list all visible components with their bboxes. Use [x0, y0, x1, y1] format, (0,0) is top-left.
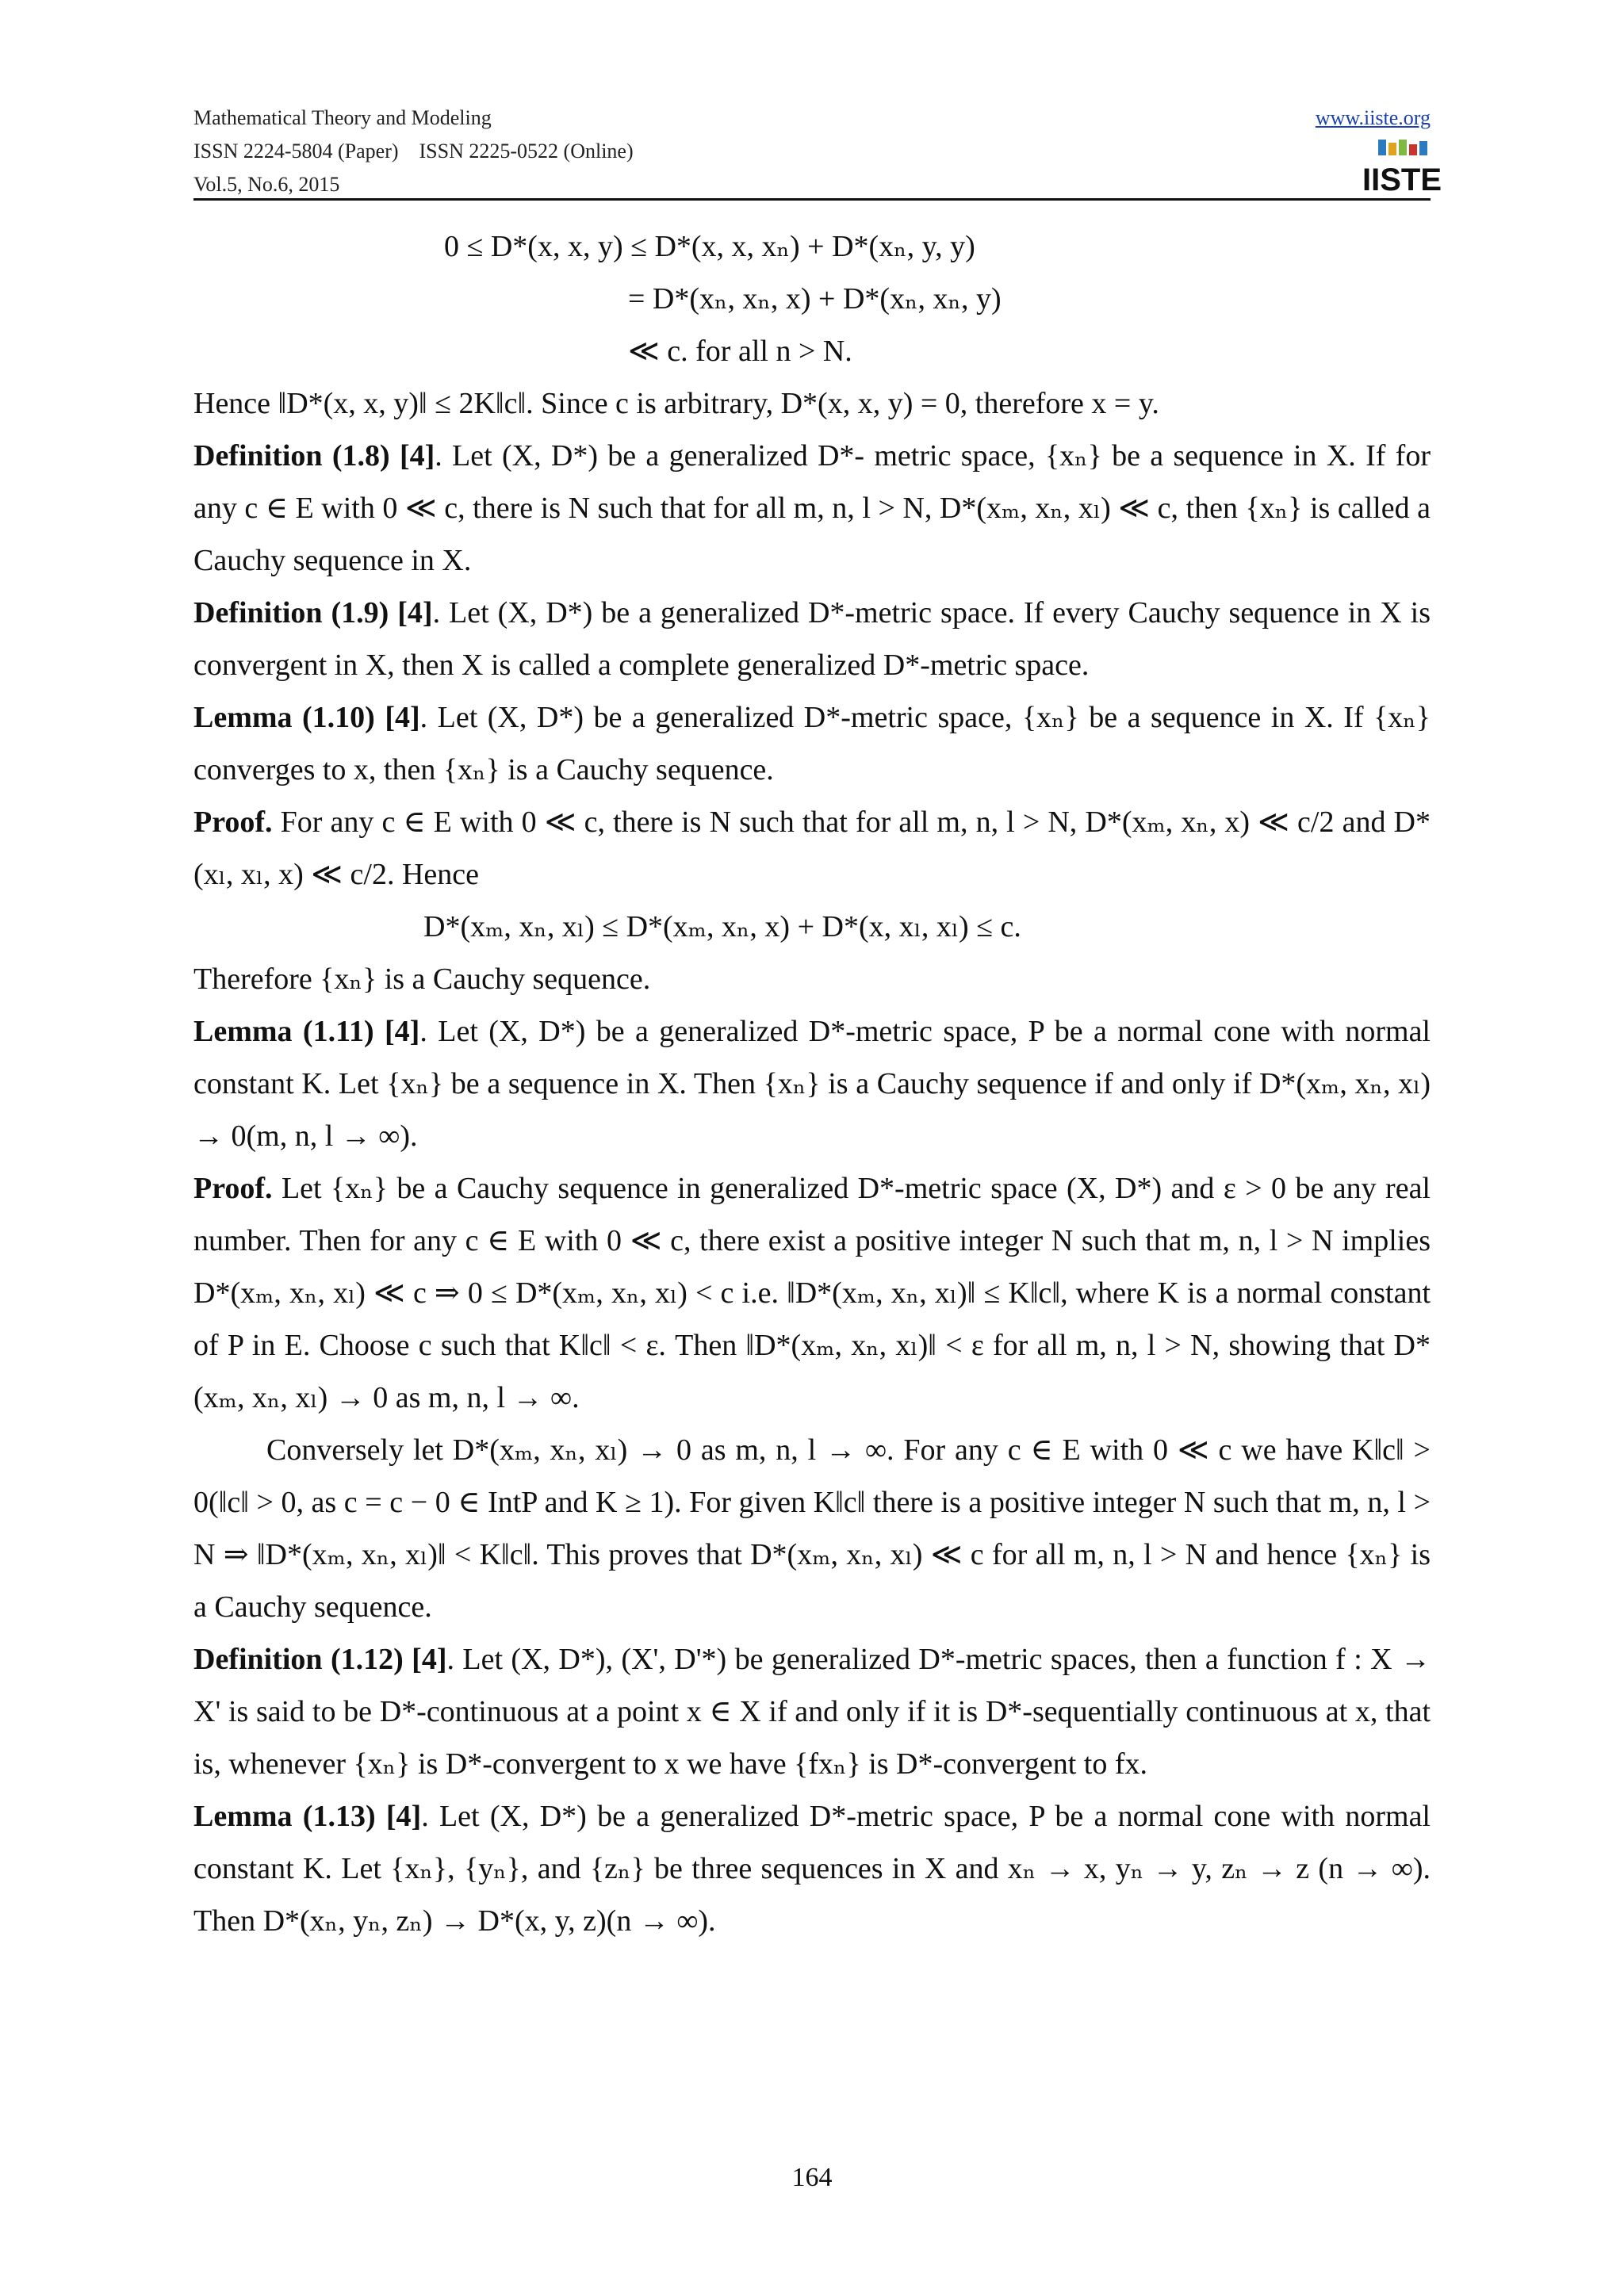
journal-title: Mathematical Theory and Modeling: [193, 106, 492, 129]
definition-1-12: [193, 1633, 1431, 1790]
text: Therefore {xₙ} is a Cauchy sequence.: [193, 962, 651, 996]
issn-line: ISSN 2224-5804 (Paper) ISSN 2225-0522 (Online): [193, 140, 634, 163]
svg-text:IISTE: IISTE: [1362, 163, 1442, 197]
equation-line: [193, 325, 1431, 377]
equation-line: [193, 901, 1431, 953]
text: . Let (X, D*) be a generalized D*-metric space. If every Cauchy sequence in X is convergent in X, then X is called a complete generalized D*-metric space.: [193, 596, 1431, 682]
text: . Let (X, D*), (X', D'*) be generalized D*-metric spaces, then a function f : X → X' is said to be D*-continuous at a point x ∈ X if and only if it is D*-sequentially continuous at x, that is, whenever {xₙ} is D*-convergent to x we have {fxₙ} is D*-convergent to fx.: [193, 1643, 1431, 1781]
definition-1-9: [193, 587, 1431, 691]
equation-line: [193, 220, 1431, 273]
page-number: 164: [791, 2163, 833, 2192]
page-body: [193, 220, 1431, 1947]
lemma-1-13: [193, 1790, 1431, 1947]
text: D*(xₘ, xₙ, xₗ) ≤ D*(xₘ, xₙ, x) + D*(x, xₗ, xₗ) ≤ c.: [423, 910, 1021, 943]
running-header: [193, 101, 1442, 201]
heading-label: Definition (1.12) [4]: [193, 1643, 447, 1676]
lemma-1-11: [193, 1005, 1431, 1162]
proof-1-10: [193, 796, 1431, 901]
text: . Let (X, D*) be a generalized D*-metric space, P be a normal cone with normal constant K. Let {xₙ}, {yₙ}, and {zₙ} be three sequences in X and xₙ → x, yₙ → y, zₙ → z (n → ∞). Then D*(xₙ, yₙ, zₙ) → D*(x, y, z)(n → ∞).: [193, 1800, 1431, 1938]
header-rule: [193, 198, 1431, 201]
text: Hence ‖D*(x, x, y)‖ ≤ 2K‖c‖. Since c is arbitrary, D*(x, x, y) = 0, therefore x = y.: [193, 387, 1159, 420]
heading-label: Lemma (1.13) [4]: [193, 1800, 422, 1833]
text: . Let (X, D*) be a generalized D*-metric space, P be a normal cone with normal constant K. Let {xₙ} be a sequence in X. Then {xₙ} is a Cauchy sequence if and only if D*(xₘ, xₙ, xₗ) → 0(m, n, l → ∞).: [193, 1015, 1431, 1153]
text: Let {xₙ} be a Cauchy sequence in generalized D*-metric space (X, D*) and ε > 0 be any real number. Then for any c ∈ E with 0 ≪ c, there exist a positive integer N such that m, n, l > N implies D*(xₘ, xₙ, xₗ) ≪ c ⇒ 0 ≤ D*(xₘ, xₙ, xₗ) < c i.e. ‖D*(xₘ, xₙ, xₗ)‖ ≤ K‖c‖, where K is a normal constant of P in E. Choose c such that K‖c‖ < ε. Then ‖D*(xₘ, xₙ, xₗ)‖ < ε for all m, n, l > N, showing that D*(xₘ, xₙ, xₗ) → 0 as m, n, l → ∞.: [193, 1172, 1431, 1414]
text: ≪ c. for all n > N.: [628, 335, 852, 368]
definition-1-8: [193, 430, 1431, 587]
volume-line: Vol.5, No.6, 2015: [193, 173, 340, 196]
equation-line: [193, 273, 1431, 325]
heading-label: Definition (1.8) [4]: [193, 439, 435, 473]
text: For any c ∈ E with 0 ≪ c, there is N such that for all m, n, l > N, D*(xₘ, xₙ, x) ≪ c/2 and D*(xₗ, xₗ, x) ≪ c/2. Hence: [193, 806, 1431, 891]
text: 0 ≤ D*(x, x, y) ≤ D*(x, x, xₙ) + D*(xₙ, y, y): [444, 230, 975, 263]
paragraph: [193, 1424, 1431, 1633]
text: . Let (X, D*) be a generalized D*-metric space, {xₙ} be a sequence in X. If {xₙ} converges to x, then {xₙ} is a Cauchy sequence.: [193, 701, 1431, 786]
text: Conversely let D*(xₘ, xₙ, xₗ) → 0 as m, n, l → ∞. For any c ∈ E with 0 ≪ c we have K‖c‖ > 0(‖c‖ > 0, as c = c − 0 ∈ IntP and K ≥ 1). For given K‖c‖ there is a positive integer N such that m, n, l > N ⇒ ‖D*(xₘ, xₙ, xₗ)‖ < K‖c‖. This proves that D*(xₘ, xₙ, xₗ) ≪ c for all m, n, l > N and hence {xₙ} is a Cauchy sequence.: [193, 1433, 1431, 1624]
heading-label: Lemma (1.10) [4]: [193, 701, 420, 734]
journal-url-link[interactable]: www.iiste.org: [1315, 106, 1431, 129]
text: . Let (X, D*) be a generalized D*- metric space, {xₙ} be a sequence in X. If for any c ∈ E with 0 ≪ c, there is N such that for all m, n, l > N, D*(xₘ, xₙ, xₗ) ≪ c, then {xₙ} is called a Cauchy sequence in X.: [193, 439, 1431, 577]
heading-label: Proof.: [193, 806, 273, 839]
iiste-logo: [1362, 138, 1442, 197]
lemma-1-10: [193, 691, 1431, 796]
text: = D*(xₙ, xₙ, x) + D*(xₙ, xₙ, y): [628, 282, 1002, 316]
proof-1-11: [193, 1162, 1431, 1424]
paragraph: [193, 953, 1431, 1005]
heading-label: Definition (1.9) [4]: [193, 596, 433, 629]
paragraph: [193, 377, 1431, 430]
heading-label: Lemma (1.11) [4]: [193, 1015, 420, 1048]
heading-label: Proof.: [193, 1172, 273, 1205]
